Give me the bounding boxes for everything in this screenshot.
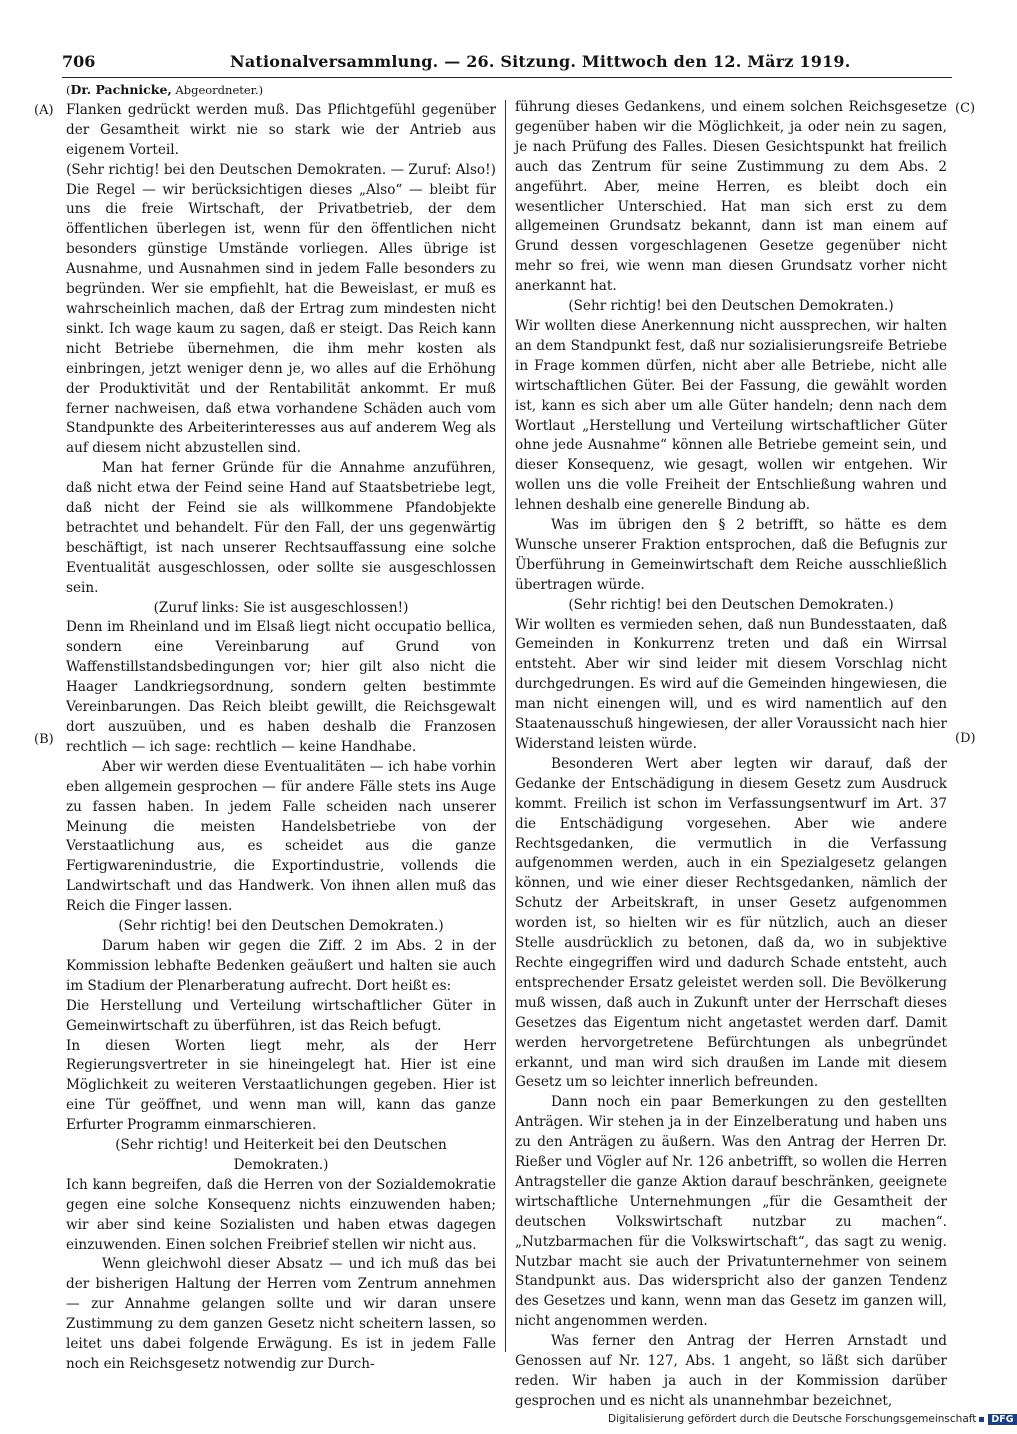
paragraph: Flanken gedrückt werden muß. Das Pflichtgefühl gegenüber der Gesamtheit wirkt nie so stark wie der Antrieb aus eigenem Vorteil. xyxy=(66,101,496,158)
paragraph: Die Regel — wir berücksichtigen dieses „Also“ — bleibt für uns die freie Wirtschaft, der Privatbetrieb, der dem öffentlichen überlegen ist, wenn für den öffentlichen nicht besonders günstige Umstände vorliegen. Alles übrige ist Ausnahme, und Ausnahmen sind in jedem Falle besonders zu begründen. Wer sie empfiehlt, hat die Beweislast, er muß es wahrscheinlich machen, daß der Ertrag zum mindesten nicht sinkt. Ich wage kaum zu sagen, daß er steigt. Das Reich kann nicht Betriebe übernehmen, die ihm mehr kosten als einbringen, jetzt weniger denn je, wo alles auf die Erhöhung der Produktivität und der Rentabilität ankommt. Er muß ferner nachweisen, daß etwa vorhandene Schäden auch vom Standpunkte des Arbeiterinteresses aus auf anderem Weg als auf diesem nicht abzustellen sind. xyxy=(66,181,496,457)
paragraph: Besonderen Wert aber legten wir darauf, daß der Gedanke der Entschädigung in diesem Gesetz zum Ausdruck kommt. Freilich ist schon im Verfassungsentwurf im Art. 37 die Entschädigung vorgesehen. Aber wie andere Rechtsgedanken, die vermutlich in die Verfassung aufgenommen werden, auch in ein Spezialgesetz gelangen können, und wie einer dieser Rechtsgedanken, nämlich der Schutz der Arbeitskraft, in unser Gesetz aufgenommen worden ist, so hielten wir es für nützlich, auch an dieser Stelle ausdrücklich zu betonen, daß da, wo in subjektive Rechte eingegriffen wird und dadurch Schade entsteht, auch entsprechender Ersatz geleistet werden soll. Die Bevölkerung muß wissen, daß auch in Zukunft unter der Herrschaft dieses Gesetzes das Eigentum nicht angetastet werden darf. Damit werden hervorgetretene Befürchtungen als unbegründet erkannt, und man wird sich draußen im Lande mit diesem Gesetz um so leichter innerlich befreunden. xyxy=(515,755,947,1091)
margin-marker-d: (D) xyxy=(955,731,976,746)
paragraph: Ich kann begreifen, daß die Herren von der Sozialdemokratie gegen eine solche Konsequenz nichts einzuwenden haben; wir aber sind keine Sozialisten und haben etwas dagegen einzuwenden. Einen solchen Freibrief stellen wir nicht aus. xyxy=(66,1176,496,1253)
interjection: (Sehr richtig! bei den Deutschen Demokraten. — Zuruf: Also!) xyxy=(66,161,496,178)
margin-marker-a: (A) xyxy=(34,103,54,118)
paragraph: Wir wollten es vermieden sehen, daß nun Bundesstaaten, daß Gemeinden in Konkurrenz treten und daß ein Wirrsal entsteht. Aber wir sind leider mit diesem Vorschlag nicht durchgedrungen. Es wird auf die Gemeinden hingewiesen, die man nicht einengen will, und es wird namentlich auf den Staatenausschuß hingewiesen, der aller Voraussicht nach hier Widerstand leisten würde. xyxy=(515,616,947,752)
interjection: (Sehr richtig! bei den Deutschen Demokraten.) xyxy=(568,298,894,315)
page-header xyxy=(62,52,942,76)
header-rule xyxy=(62,77,952,78)
paragraph: Wenn gleichwohl dieser Absatz — und ich muß das bei der bisherigen Haltung der Herren vom Zentrum annehmen — zur Annahme gelangen sollte und wir daran unsere Zustimmung zu dem ganzen Gesetz nicht scheitern lassen, so leitet uns dabei folgende Erwägung. Es ist in jedem Falle noch ein Reichsgesetz notwendig zur Durch- xyxy=(66,1256,496,1372)
block-quote: Die Herstellung und Verteilung wirtschaftlicher Güter in Gemeinwirtschaft zu überführen, ist das Reich befugt. xyxy=(66,997,496,1034)
paragraph: Darum haben wir gegen die Ziff. 2 im Abs. 2 in der Kommission lebhafte Bedenken geäußert und halten sie auch im Stadium der Plenarberatung aufrecht. Dort heißt es: xyxy=(66,937,496,994)
dfg-logo: DFG xyxy=(988,1414,1016,1425)
paragraph: Wir wollten diese Anerkennung nicht aussprechen, wir halten an dem Standpunkt fest, daß nur sozialisierungsreife Betriebe in Frage kommen dürfen, nicht aber alle Betriebe, nicht alle wirtschaftlichen Güter. Bei der Fassung, die gewählt worden ist, kann es sich aber um alle Güter handeln; denn nach dem Wortlaut „Herstellung und Verteilung wirtschaftlicher Güter ohne jede Ausnahme“ können alle Betriebe gemeint sein, und dieser Konsequenz, wie gesagt, wollen wir entgehen. Wir wollen uns die volle Freiheit der Entschließung wahren und lehnen deshalb eine generelle Bindung ab. xyxy=(515,317,947,514)
page-number: 706 xyxy=(62,52,96,71)
dfg-dot-icon xyxy=(979,1417,984,1422)
left-column-body xyxy=(66,101,496,1375)
left-column xyxy=(66,80,496,1375)
interjection: (Sehr richtig! und Heiterkeit bei den Deutschen Demokraten.) xyxy=(115,1137,447,1173)
paragraph: Denn im Rheinland und im Elsaß liegt nicht occupatio bellica, sondern eine Vereinbarung auf Grund von Waffenstillstandsbedingungen vor; hier gilt also nicht die Haager Landkriegsordnung, sondern gelten bestimmte Vereinbarungen. Das Reich bleibt gewillt, die Reichsgewalt dort auszuüben, und es haben deshalb die Franzosen rechtlich — ich sage: rechtlich — keine Handhabe. xyxy=(66,619,496,755)
speaker-name: Dr. Pachnicke, xyxy=(70,82,172,97)
digitization-credit xyxy=(608,1413,1017,1425)
running-title: Nationalversammlung. — 26. Sitzung. Mittwoch den 12. März 1919. xyxy=(230,52,851,71)
speaker-role: Abgeordneter.) xyxy=(175,83,264,97)
paragraph: führung dieses Gedankens, und einem solchen Reichsgesetze gegenüber haben wir die Möglichkeit, ja oder nein zu sagen, je nach Prüfung des Falles. Diesen Gesichtspunkt hat freilich auch das Zentrum für seine Zustimmung zu dem Abs. 2 angeführt. Aber, meine Herren, es bleibt doch ein wesentlicher Unterschied. Hat man sich erst zu dem allgemeinen Grundsatz bekannt, dann ist man einem auf Grund dessen vorgeschlagenen Gesetze gegenüber nicht mehr so frei, wie wenn man diesen Grundsatz vorher nicht anerkannt hat. xyxy=(515,99,947,295)
interjection: (Sehr richtig! bei den Deutschen Demokraten.) xyxy=(118,918,444,935)
paragraph: Was ferner den Antrag der Herren Arnstadt und Genossen auf Nr. 127, Abs. 1 angeht, so läßt sich darüber reden. Wir haben ja auch in der Kommission darüber gesprochen und es nicht als unannehmbar bezeichnet, xyxy=(515,1333,947,1409)
interjection: (Sehr richtig! bei den Deutschen Demokraten.) xyxy=(568,596,894,613)
right-column xyxy=(515,98,947,1412)
paragraph: Dann noch ein paar Bemerkungen zu den gestellten Anträgen. Wir stehen ja in der Einzelberatung und haben uns zu den Anträgen zu äußern. Was den Antrag der Herren Dr. Rießer und Vögler auf Nr. 126 anbetrifft, so wollen die Herren Antragsteller die ganze Aktion darauf beschränken, geeignete wirtschaftliche Unternehmungen „für die Gesamtheit der deutschen Volkswirtschaft nutzbar zu machen“. „Nutzbarmachen für die Volkswirtschaft“, das sagt zu wenig. Nutzbar macht sie auch der Privatunternehmer von seinem Standpunkt aus. Das widerspricht also der ganzen Tendenz des Gesetzes und kann, wenn man das Gesetz im ganzen will, nicht angenommen werden. xyxy=(515,1094,947,1330)
margin-marker-c: (C) xyxy=(955,101,976,116)
interjection: (Zuruf links: Sie ist ausgeschlossen!) xyxy=(153,599,409,616)
right-column-body xyxy=(515,98,947,1412)
speaker-line: (Dr. Pachnicke, Abgeordneter.) xyxy=(66,82,264,97)
credit-text: Digitalisierung gefördert durch die Deutsche Forschungsgemeinschaft xyxy=(608,1413,977,1425)
paragraph: Man hat ferner Gründe für die Annahme anzuführen, daß nicht etwa der Feind seine Hand auf Staatsbetriebe legt, daß nicht der Feind sie als willkommene Pfandobjekte betrachtet und behandelt. Für den Fall, der uns gegenwärtig beschäftigt, ist nach unserer Rechtsauffassung eine solche Eventualität ausgeschlossen, oder sollte sie ausgeschlossen sein. xyxy=(66,460,496,596)
paragraph: In diesen Worten liegt mehr, als der Herr Regierungsvertreter in sie hineingelegt hat. Hier ist eine Möglichkeit zu weiteren Verstaatlichungen gegeben. Hier ist eine Tür geöffnet, und wenn man will, kann das ganze Erfurter Programm einmarschieren. xyxy=(66,1037,496,1134)
margin-marker-b: (B) xyxy=(34,732,54,747)
column-divider xyxy=(505,100,506,1352)
paragraph: Aber wir werden diese Eventualitäten — ich habe vorhin eben allgemein gesprochen — für andere Fälle stets ins Auge zu fassen haben. In jedem Falle scheiden nach unserer Meinung die meisten Handelsbetriebe von der Verstaatlichung aus, es scheidet aus die ganze Fertigwarenindustrie, die Exportindustrie, vollends die Landwirtschaft und das Handwerk. Von ihnen allen muß das Reich die Finger lassen. xyxy=(66,758,496,915)
paragraph: Was im übrigen den § 2 betrifft, so hätte es dem Wunsche unserer Fraktion entsprochen, daß die Befugnis zur Überführung in Gemeinwirtschaft dem Reiche ausschließlich übertragen würde. xyxy=(515,517,947,593)
